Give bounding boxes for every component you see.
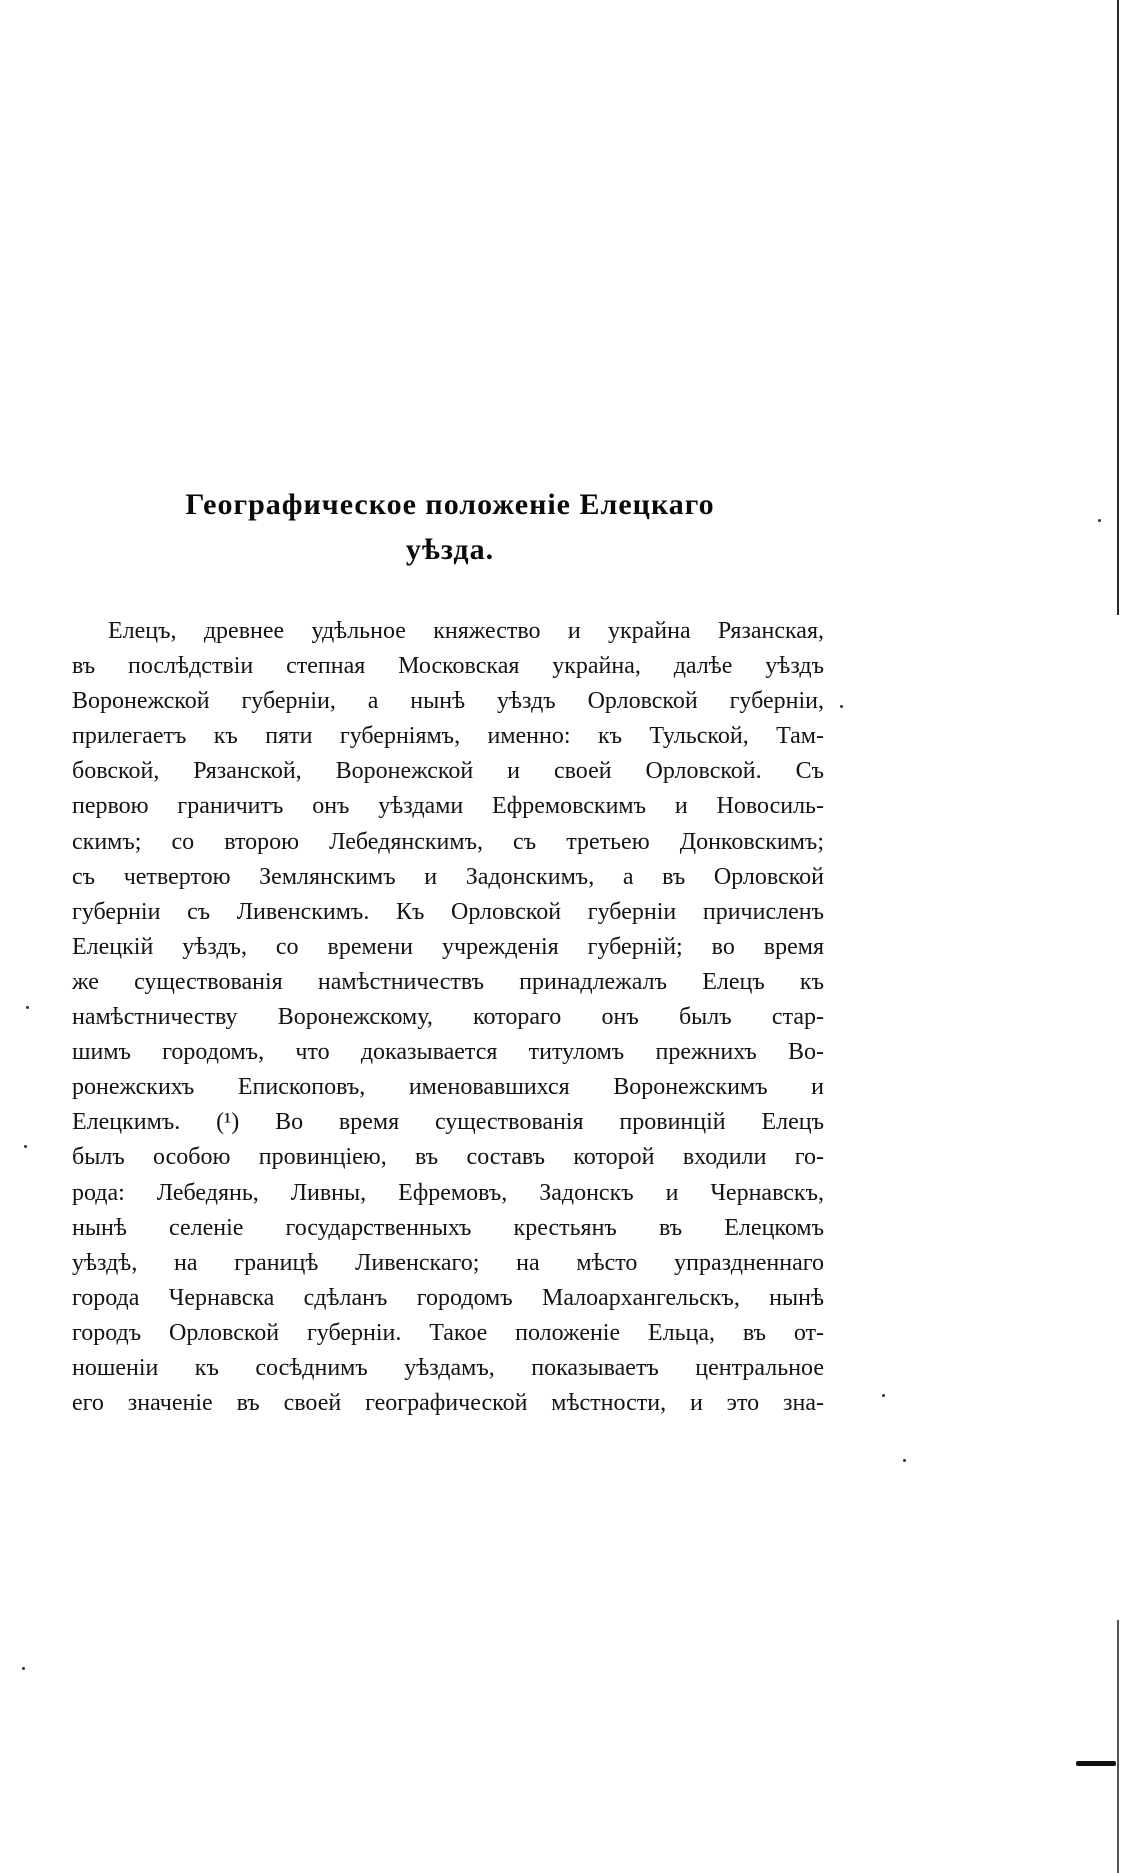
page-edge-rule-lower xyxy=(1117,1620,1119,1873)
text-line: городъ Орловской губерніи. Такое положеніе Ельца, въ от- xyxy=(72,1319,824,1346)
text-line: города Чернавска сдѣланъ городомъ Малоархангельскъ, нынѣ xyxy=(72,1284,824,1311)
text-line: шимъ городомъ, что доказывается титуломъ прежнихъ Во- xyxy=(72,1039,824,1066)
text-line: его значеніе въ своей географической мѣстности, и это зна- xyxy=(72,1390,824,1417)
text-line: намѣстничеству Воронежскому, котораго онъ былъ стар- xyxy=(72,1004,824,1031)
speck-mark xyxy=(22,1667,25,1670)
text-line: ронежскихъ Епископовъ, именовавшихся Воронежскимъ и xyxy=(72,1074,824,1101)
text-line: Елецкій уѣздъ, со времени учрежденія губерній; во время xyxy=(72,933,824,960)
page-title-continuation: уѣзда. xyxy=(405,533,495,566)
text-line: съ четвертою Землянскимъ и Задонскимъ, а въ Орловской xyxy=(72,863,824,890)
text-line: первою граничитъ онъ уѣздами Ефремовскимъ и Новосиль- xyxy=(72,793,824,820)
margin-dash-mark xyxy=(1076,1761,1116,1766)
text-line: скимъ; со второю Лебедянскимъ, съ третьею Донковскимъ; xyxy=(72,828,824,855)
text-line: Елецкимъ. (¹) Во время существованія провинцій Елецъ xyxy=(72,1109,824,1136)
speck-mark xyxy=(26,1006,29,1009)
text-line: уѣздѣ, на границѣ Ливенскаго; на мѣсто упраздненнаго xyxy=(72,1249,824,1276)
text-line: губерніи съ Ливенскимъ. Къ Орловской губерніи причисленъ xyxy=(72,898,824,925)
speck-mark xyxy=(882,1394,885,1397)
speck-mark xyxy=(24,1145,27,1148)
text-line: въ послѣдствіи степная Московская украйна, далѣе уѣздъ xyxy=(72,653,824,680)
text-line: нынѣ селеніе государственныхъ крестьянъ въ Елецкомъ xyxy=(72,1214,824,1241)
speck-mark xyxy=(1098,519,1101,522)
page-title: Географическое положеніе Елецкаго xyxy=(185,488,715,521)
text-line: рода: Лебедянь, Ливны, Ефремовъ, Задонскъ и Чернавскъ, xyxy=(72,1179,824,1206)
text-line: былъ особою провинціею, въ составъ которой входили го- xyxy=(72,1144,824,1171)
text-line: ношеніи къ сосѣднимъ уѣздамъ, показываетъ центральное xyxy=(72,1354,824,1381)
speck-mark xyxy=(840,705,843,708)
text-line: же существованія намѣстничествъ принадлежалъ Елецъ къ xyxy=(72,968,824,995)
text-line: Елецъ, древнее удѣльное княжество и украйна Рязанская, xyxy=(108,618,824,644)
speck-mark xyxy=(903,1459,906,1462)
text-line: Воронежской губерніи, а нынѣ уѣздъ Орловской губерніи, xyxy=(72,688,824,715)
body-paragraph xyxy=(72,614,824,1421)
text-line: бовской, Рязанской, Воронежской и своей Орловской. Съ xyxy=(72,758,824,785)
text-line: прилегаетъ къ пяти губерніямъ, именно: къ Тульской, Там- xyxy=(72,723,824,750)
page-edge-rule xyxy=(1117,0,1119,615)
